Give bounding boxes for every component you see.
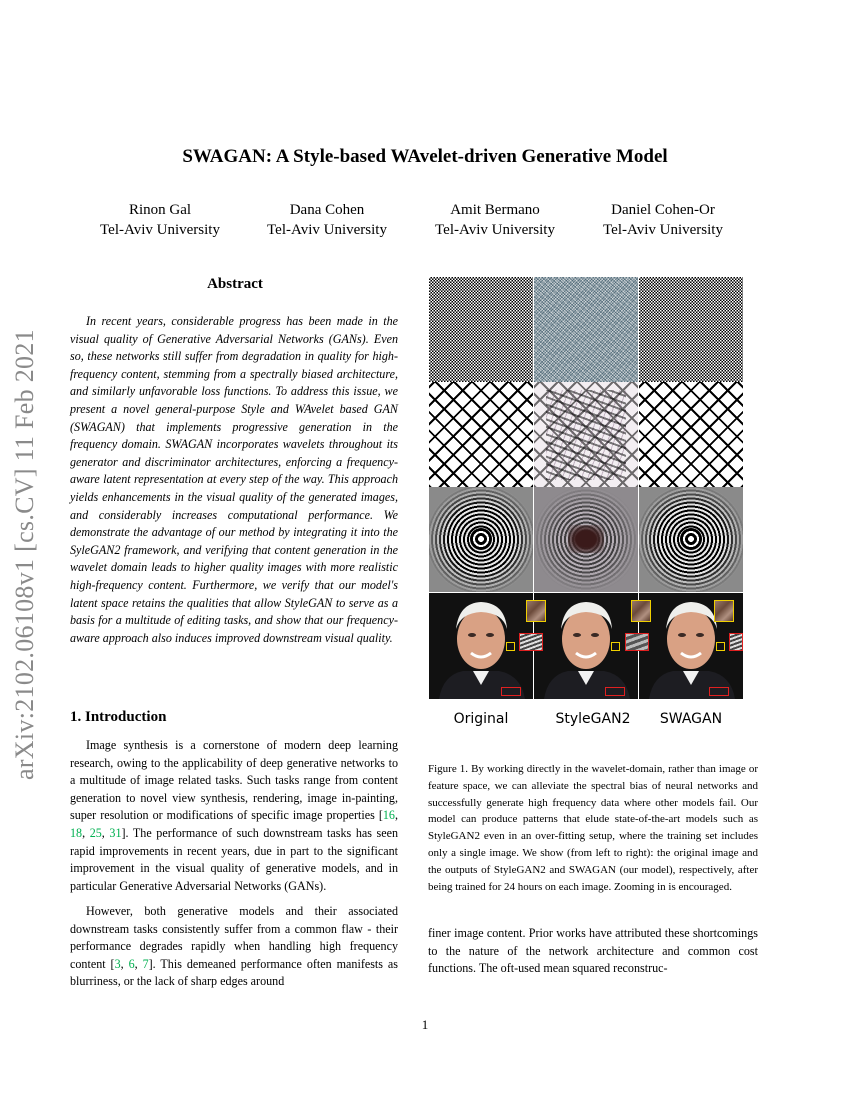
author-name: Dana Cohen xyxy=(289,202,365,218)
figure-row-lattice xyxy=(429,382,743,487)
author-block xyxy=(410,200,580,240)
citation-link[interactable]: 25 xyxy=(89,825,102,840)
author-name: Daniel Cohen-Or xyxy=(611,202,715,218)
citation-link[interactable]: 6 xyxy=(128,956,135,971)
figure-label-stylegan2: StyleGAN2 xyxy=(555,711,631,727)
citation-link[interactable]: 16 xyxy=(382,808,395,823)
zoneplate-stylegan2 xyxy=(534,487,638,592)
author-affiliation: Tel-Aviv University xyxy=(603,222,723,238)
page-number: 1 xyxy=(421,1017,429,1032)
lattice-stylegan2 xyxy=(534,382,638,487)
citation-link[interactable]: 18 xyxy=(70,825,83,840)
author-name: Amit Bermano xyxy=(450,202,540,218)
figure-row-portrait xyxy=(429,593,743,699)
zoom-inset-stylegan2 xyxy=(631,600,651,622)
figure-label-original: Original xyxy=(453,711,509,727)
abstract-text: In recent years, considerable progress has been made in the visual quality of Generative Adversarial Networks (GANs). Even so, these networks still suffer from degradation in quality for high-frequency content, stemming from a spectrally biased architecture, and similarly unfavorable loss functions. To address this issue, we present a novel general-purpose Style and WAvelet based GAN (SWAGAN) that implements progressive generation in the frequency domain. SWAGAN incorporates wavelets throughout its generator and discriminator architectures, enforcing a frequency-aware latent representation at every step of the way. This approach yields enhancements in the visual quality of the generated images, and considerably increases computational performance. We demonstrate the advantage of our method by integrating it into the SyleGAN2 framework, and verifying that content generation in the wavelet domain leads to higher quality images with more realistic high-frequency content. Furthermore, we verify that our model's latent space retains the qualities that allow StyleGAN to serve as a basis for a multitude of editing tasks, and show that our frequency-aware approach also induces improved downstream visual quality. xyxy=(70,314,398,645)
author-affiliation: Tel-Aviv University xyxy=(100,222,220,238)
zoom-inset-original xyxy=(526,600,546,622)
arxiv-stamp: arXiv:2102.06108v1 [cs.CV] 11 Feb 2021 xyxy=(10,329,39,780)
portrait-original xyxy=(429,593,533,699)
figure-label-swagan: SWAGAN xyxy=(659,711,723,727)
citation-link[interactable]: 3 xyxy=(114,956,121,971)
checker-original xyxy=(429,277,533,382)
checker-stylegan2 xyxy=(534,277,638,382)
author-affiliation: Tel-Aviv University xyxy=(267,222,387,238)
lattice-swagan xyxy=(639,382,743,487)
zoom-inset-swagan-tie xyxy=(729,633,743,651)
figure-row-checkerboard xyxy=(429,277,743,382)
intro-paragraph-2: However, both generative models and their associated downstream tasks consistently suffer from a common flaw - their performance degrades rapidly when handling high frequency content [3, 6, 7]. This demeaned performance often manifests as blurriness, or the lack of sharp edges around xyxy=(70,904,398,989)
figure-caption: Figure 1. By working directly in the wavelet-domain, rather than image or feature space, we can alleviate the spectral bias of neural networks and successfully generate high frequency data where other models fail. Our model can produce patterns that elude state-of-the-art models such as StyleGAN2 even in an over-fitting setup, where the training set includes only a single image. We show (from left to right): the original image and the outputs of StyleGAN2 and SWAGAN (our model), respectively, after being trained for 24 hours on each image. Zooming in is encouraged. xyxy=(428,763,758,893)
author-block xyxy=(75,200,245,240)
intro-paragraph-1: Image synthesis is a cornerstone of modern deep learning research, owing to the applicability of deep generative networks to a multitude of image related tasks. Such tasks range from content generation to novel view synthesis, rendering, image in-painting, super resolution or modifications of specific image properties [16, 18, 25, 31]. The performance of such downstream tasks has seen rapid improvements in recent years, due in part to the significant improvement in the visual quality of generative models, and in particular Generative Adversarial Networks (GANs). xyxy=(70,738,399,893)
figure-1-grid xyxy=(429,277,743,699)
author-affiliation: Tel-Aviv University xyxy=(435,222,555,238)
zoneplate-swagan xyxy=(639,487,743,592)
checker-swagan xyxy=(639,277,743,382)
zoom-inset-stylegan2-tie xyxy=(625,633,649,651)
author-block xyxy=(242,200,412,240)
author-name: Rinon Gal xyxy=(128,202,192,218)
section-heading-introduction: 1. Introduction xyxy=(70,709,167,725)
zoom-inset-original-tie xyxy=(519,633,543,651)
citation-link[interactable]: 31 xyxy=(109,825,122,840)
portrait-stylegan2 xyxy=(534,593,638,699)
author-block xyxy=(578,200,748,240)
lattice-original xyxy=(429,382,533,487)
citation-link[interactable]: 7 xyxy=(142,956,149,971)
zoom-inset-swagan xyxy=(714,600,734,622)
body-paragraph-right: finer image content. Prior works have attributed these shortcomings to the nature of the network architecture and common cost functions. The oft-used mean squared reconstruc- xyxy=(428,926,758,976)
zoneplate-original xyxy=(429,487,533,592)
figure-column-labels xyxy=(429,711,743,731)
abstract-heading: Abstract xyxy=(207,276,263,292)
paper-title: SWAGAN: A Style-based WAvelet-driven Generative Model xyxy=(182,146,668,167)
figure-row-zoneplate xyxy=(429,487,743,592)
